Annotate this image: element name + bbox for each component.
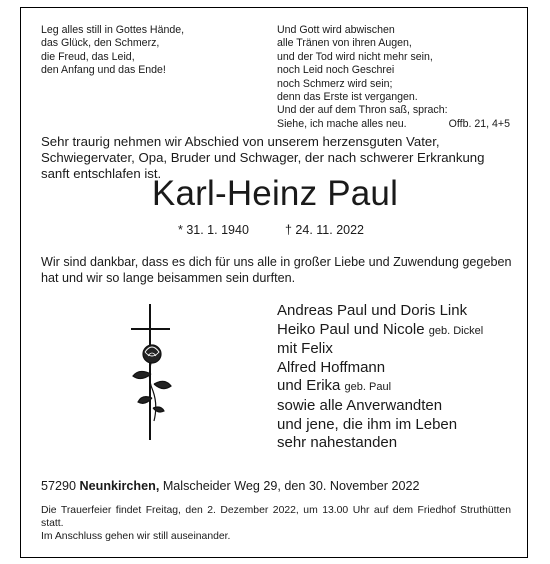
verse-line: Leg alles still in Gottes Hände, (41, 24, 185, 36)
zip-code: 57290 (41, 479, 77, 493)
address-date: Malscheider Weg 29, den 30. November 2022 (162, 479, 420, 493)
verse-last-line (277, 118, 510, 131)
intro-text: Sehr traurig nehmen wir Abschied von unserem herzensguten Vater, Schwiegervater, Opa, Bruder und Schwager, der nach schwerer Erkrankung sanft entschlafen ist. (41, 134, 485, 182)
maiden-name-note: geb. Paul (344, 381, 392, 394)
mourner-line: Andreas Paul und Doris Link (277, 302, 468, 319)
mourner-line: sowie alle Anverwandten (277, 396, 443, 414)
verse-line: denn das Erste ist vergangen. (277, 91, 418, 104)
birth-date: * 31. 1. 1940 (178, 223, 249, 237)
location-line (41, 479, 420, 493)
verse-line: den Anfang und das Ende! (41, 64, 166, 77)
death-date: † 24. 11. 2022 (285, 223, 365, 237)
mourner-line (277, 377, 527, 397)
verse-line: noch Leid noch Geschrei (277, 64, 395, 77)
cross-rose-image (118, 302, 178, 442)
verse-left (41, 24, 184, 78)
verse-line: und der Tod wird nicht mehr sein, (277, 50, 433, 63)
mourner-name: und Erika (277, 377, 341, 395)
mourner-line: Alfred Hoffmann (277, 358, 386, 376)
verse-line: Siehe, ich mache alles neu. (277, 117, 407, 130)
mourner-name: Heiko Paul und Nicole (277, 320, 425, 338)
mourner-line: und jene, die ihm im Leben (277, 415, 458, 433)
verse-line: noch Schmerz wird sein; (277, 77, 393, 90)
verse-line: Und Gott wird abwischen (277, 24, 395, 36)
mourner-line: mit Felix (277, 340, 333, 358)
mourner-line: sehr nahestanden (277, 434, 398, 452)
town-name: Neunkirchen, (79, 479, 160, 493)
verse-reference: Offb. 21, 4+5 (448, 117, 510, 130)
verse-line: das Glück, den Schmerz, (41, 37, 160, 50)
rose-icon (133, 345, 171, 421)
funeral-info: Die Trauerfeier findet Freitag, den 2. Dezember 2022, um 13.00 Uhr auf dem Friedhof Struthütten statt. (41, 505, 511, 529)
deceased-name: Karl-Heinz Paul (151, 174, 399, 213)
mourner-line (277, 321, 527, 341)
verse-line: Und der auf dem Thron saß, sprach: (277, 104, 448, 117)
verse-right (277, 24, 510, 131)
closing-note: Im Anschluss gehen wir still auseinander. (41, 531, 231, 542)
maiden-name-note: geb. Dickel (428, 324, 484, 337)
thanks-text: Wir sind dankbar, dass es dich für uns alle in großer Liebe und Zuwendung gegeben hat und wir so lange beisammen sein durften. (41, 255, 512, 285)
verse-line: alle Tränen von ihren Augen, (277, 37, 412, 50)
verse-line: die Freud, das Leid, (41, 50, 135, 63)
mourners-list (277, 302, 527, 453)
